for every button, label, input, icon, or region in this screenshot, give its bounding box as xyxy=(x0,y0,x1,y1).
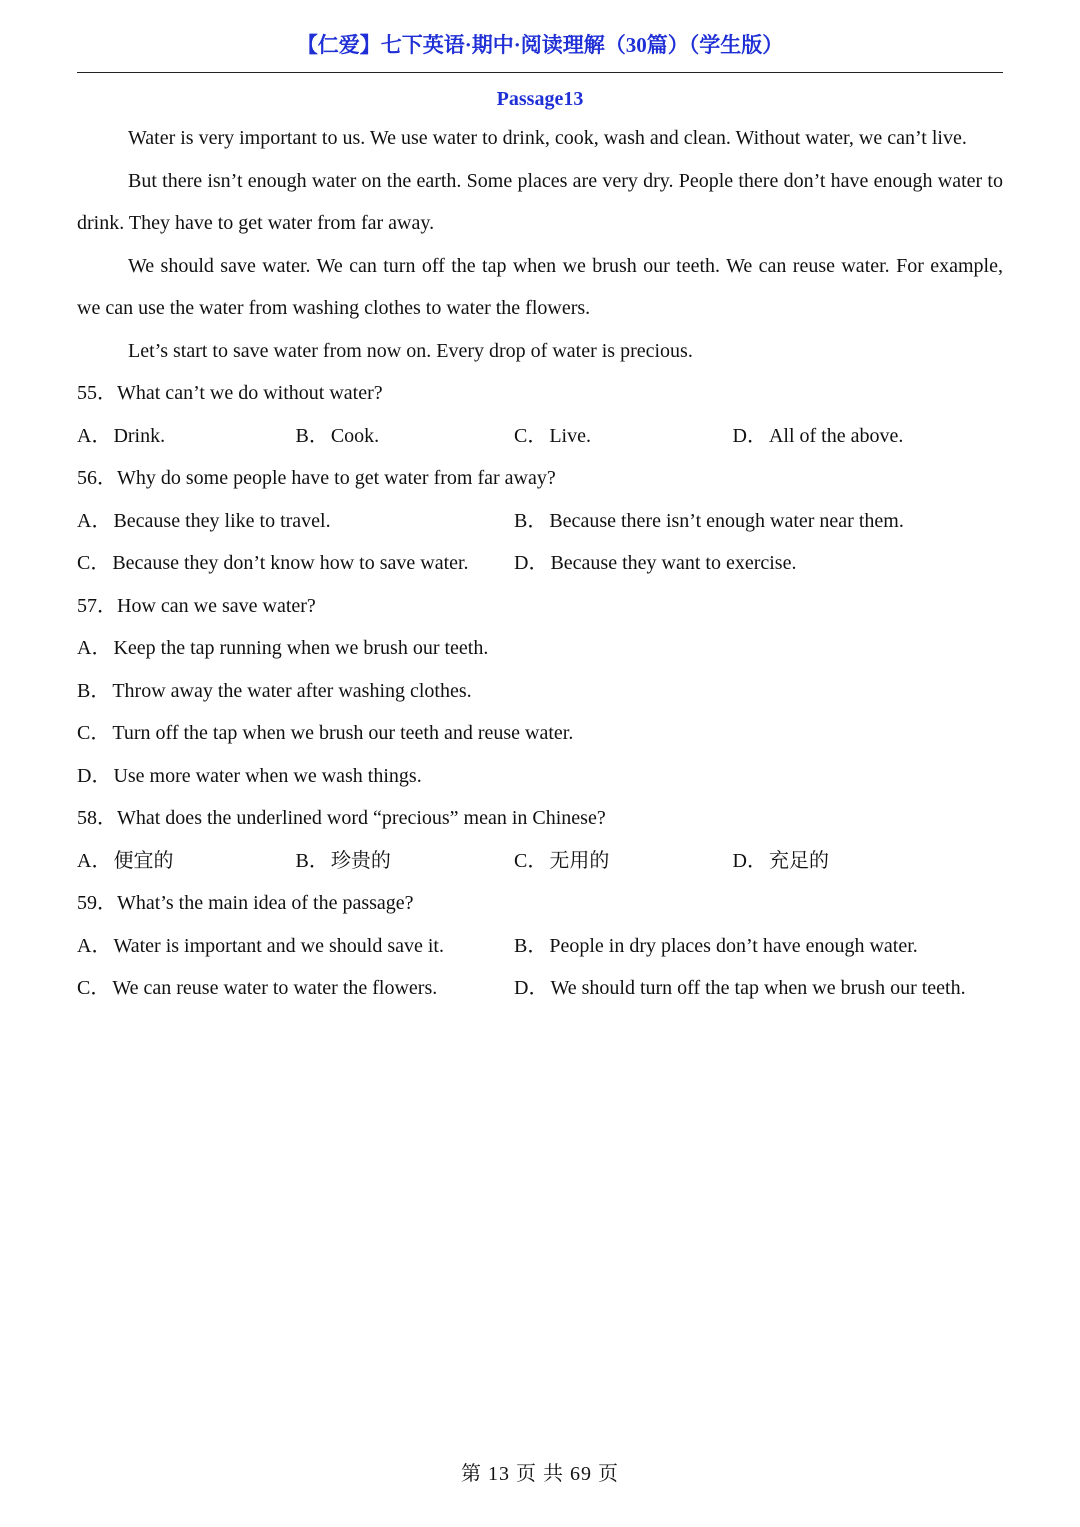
passage-paragraph-2: But there isn’t enough water on the earth. Some places are very dry. People there don’t have enough water to drink. They have to get water from far away. xyxy=(77,169,1003,234)
option-text: Because they like to travel. xyxy=(113,509,331,532)
option-label: D． xyxy=(514,552,549,574)
option-c xyxy=(514,840,733,883)
question-number: 57． xyxy=(77,594,117,617)
option-c xyxy=(77,542,514,585)
option-b xyxy=(514,500,904,543)
question-55-options xyxy=(77,415,1003,458)
option-label: B． xyxy=(514,509,548,532)
question-text: What does the underlined word “precious” mean in Chinese? xyxy=(117,807,606,829)
question-56-options-row-2 xyxy=(77,542,1003,585)
option-a xyxy=(77,500,514,543)
option-text: 珍贵的 xyxy=(330,849,391,872)
question-56-options-row-1 xyxy=(77,500,1003,543)
question-55 xyxy=(77,372,1003,415)
option-label: C． xyxy=(514,849,548,872)
question-number: 55． xyxy=(77,382,117,404)
option-label: D． xyxy=(732,424,767,447)
option-label: C． xyxy=(77,722,111,744)
option-label: A． xyxy=(77,424,112,447)
option-label: B． xyxy=(295,849,329,872)
page-content xyxy=(77,84,1003,1010)
option-label: D． xyxy=(77,764,112,787)
passage-paragraph-4: Let’s start to save water from now on. Every drop of water is precious. xyxy=(128,339,693,362)
page-number-footer: 第 13 页 共 69 页 xyxy=(461,1463,619,1485)
question-number: 59． xyxy=(77,892,117,914)
option-text: Drink. xyxy=(113,424,166,447)
option-text: Because they don’t know how to save water. xyxy=(112,552,469,574)
option-d xyxy=(514,542,796,585)
option-c xyxy=(514,415,733,458)
question-57 xyxy=(77,585,1003,628)
question-number: 56． xyxy=(77,467,117,489)
passage-paragraph-1: Water is very important to us. We use water to drink, cook, wash and clean. Without water, we can’t live. xyxy=(128,127,967,149)
option-text: All of the above. xyxy=(768,424,904,447)
option-d xyxy=(733,840,829,883)
option-b xyxy=(296,415,515,458)
option-text: Throw away the water after washing clothes. xyxy=(112,679,472,702)
option-label: A． xyxy=(77,509,112,532)
option-text: Water is important and we should save it. xyxy=(113,934,444,957)
option-label: A． xyxy=(77,849,112,872)
passage-title: Passage13 xyxy=(496,88,584,110)
option-a xyxy=(77,925,514,968)
option-text: Turn off the tap when we brush our teeth and reuse water. xyxy=(112,722,574,744)
option-text: Use more water when we wash things. xyxy=(113,764,422,787)
option-a xyxy=(77,627,1003,670)
option-label: B． xyxy=(295,424,329,447)
question-58 xyxy=(77,797,1003,840)
option-text: 便宜的 xyxy=(113,849,174,872)
option-c xyxy=(77,967,514,1010)
option-label: C． xyxy=(77,552,111,574)
header-divider xyxy=(77,72,1003,73)
question-text: How can we save water? xyxy=(117,594,316,617)
question-number: 58． xyxy=(77,807,117,829)
option-b xyxy=(296,840,515,883)
question-59-options-row-2 xyxy=(77,967,1003,1010)
question-text: What’s the main idea of the passage? xyxy=(117,892,414,914)
option-label: D． xyxy=(514,977,549,999)
document-header: 【仁爱】七下英语·期中·阅读理解（30篇）（学生版） xyxy=(296,33,784,57)
option-d xyxy=(514,967,966,1010)
option-text: We can reuse water to water the flowers. xyxy=(112,977,438,999)
question-56 xyxy=(77,457,1003,500)
option-label: A． xyxy=(77,637,112,659)
option-text: Keep the tap running when we brush our teeth. xyxy=(113,637,489,659)
question-text: What can’t we do without water? xyxy=(117,382,383,404)
question-58-options xyxy=(77,840,1003,883)
option-label: A． xyxy=(77,934,112,957)
question-59 xyxy=(77,882,1003,925)
question-text: Why do some people have to get water from far away? xyxy=(117,467,556,489)
option-label: C． xyxy=(77,977,111,999)
option-label: B． xyxy=(514,934,548,957)
option-a xyxy=(77,415,296,458)
option-label: D． xyxy=(732,849,767,872)
option-d xyxy=(77,755,1003,798)
option-b xyxy=(514,925,918,968)
option-label: C． xyxy=(514,424,548,447)
option-text: People in dry places don’t have enough water. xyxy=(549,934,918,957)
option-c xyxy=(77,712,1003,755)
option-d xyxy=(733,415,904,458)
option-text: Cook. xyxy=(330,424,380,447)
option-text: 充足的 xyxy=(768,849,829,872)
option-a xyxy=(77,840,296,883)
option-b xyxy=(77,670,1003,713)
option-text: Because there isn’t enough water near them. xyxy=(549,509,904,532)
option-text: Because they want to exercise. xyxy=(550,552,797,574)
passage-paragraph-3: We should save water. We can turn off the tap when we brush our teeth. We can reuse water. For example, we can use the water from washing clothes to water the flowers. xyxy=(77,254,1003,319)
option-label: B． xyxy=(77,679,111,702)
question-59-options-row-1 xyxy=(77,925,1003,968)
option-text: Live. xyxy=(549,424,591,447)
option-text: 无用的 xyxy=(549,849,610,872)
option-text: We should turn off the tap when we brush our teeth. xyxy=(550,977,966,999)
